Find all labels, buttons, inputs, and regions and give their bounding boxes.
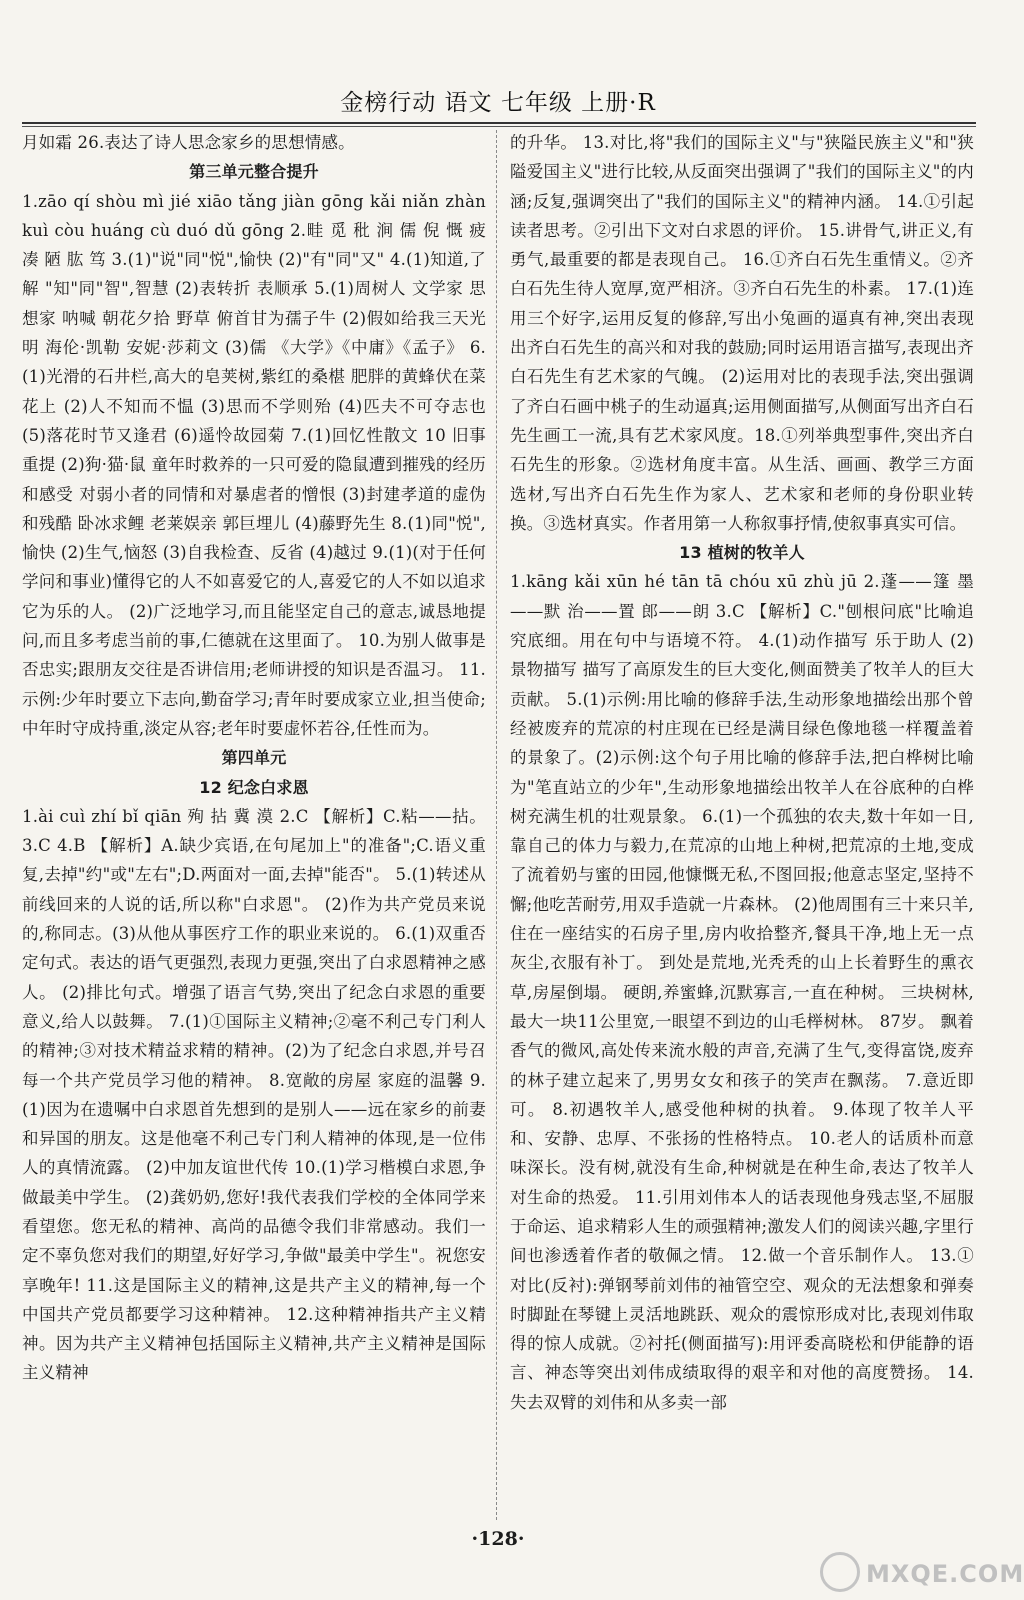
watermark-logo — [820, 1550, 1024, 1596]
answer-paragraph: 1.kāng kǎi xūn hé tān tā chóu xū zhù jū 2.蓬——篷 墨——默 治——置 郎——朗 3.C 【解析】C."刨根问底"比喻追究底细。用在句中与语境不符。 4.(1)动作描写 乐于助人 (2)景物描写 描写了高原发生的巨大变化,侧面赞美了牧羊人的巨大贡献。 5.(1)示例:用比喻的修辞手法,生动形象地描绘出那个曾经被废弃的荒凉的村庄现在已经是满目绿色像地毯一样覆盖着的景象了。(2)示例:这个句子用比喻的修辞手法,把白桦树比喻为"笔直站立的少年",生动形象地描绘出牧羊人在谷底种的白桦树充满生机的壮观景象。 6.(1)一个孤独的农夫,数十年如一日,靠自己的体力与毅力,在荒凉的山地上种树,把荒凉的土地,变成了流着奶与蜜的田园,他慷慨无私,不图回报;他意志坚定,坚持不懈;他吃苦耐劳,用双手造就一片森林。 (2)他周围有三十来只羊,住在一座结实的石房子里,房内收拾整齐,餐具干净,地上无一点灰尘,衣服有补丁。 到处是荒地,光秃秃的山上长着野生的熏衣草,房屋倒塌。 硬朗,养蜜蜂,沉默寡言,一直在种树。 三块树林,最大一块11公里宽,一眼望不到边的山毛榉树林。 87岁。 飘着香气的微风,高处传来流水般的声音,充满了生气,变得富饶,废弃的林子建立起来了,男男女女和孩子的笑声在飘荡。 7.意近即可。 8.初遇牧羊人,感受他种树的执着。 9.体现了牧羊人平和、安静、忠厚、不张扬的性格特点。 10.老人的话质朴而意味深长。没有树,就没有生命,种树就是在种生命,表达了牧羊人对生命的热爱。 11.引用刘伟本人的话表现他身残志坚,不屈服于命运、追求精彩人生的顽强精神;激发人们的阅读兴趣,字里行间也渗透着作者的敬佩之情。 12.做一个音乐制作人。 13.①对比(反衬):弹钢琴前刘伟的袖管空空、观众的无法想象和弹奏时脚趾在琴键上灵活地跳跃、观众的震惊形成对比,表现刘伟取得的惊人成就。②衬托(侧面描写):用评委高晓松和伊能静的语言、神态等突出刘伟成绩取得的艰辛和对他的高度赞扬。 14.失去双臂的刘伟和从多卖一部 — [510, 572, 974, 1412]
header-rule — [22, 122, 976, 124]
watermark-circle-icon — [820, 1552, 860, 1592]
answer-paragraph: 1.ài cuì zhí bǐ qiān 殉 拈 冀 漠 2.C 【解析】C.粘——拈。 3.C 4.B 【解析】A.缺少宾语,在句尾加上"的准备";C.语义重复,去掉"约"或"左右";D.两面对一面,去掉"能否"。 5.(1)转述从前线回来的人说的话,所以称"白求恩"。 (2)作为共产党员来说的,称同志。(3)从他从事医疗工作的职业来说的。 6.(1)双重否定句式。表达的语气更强烈,表现力更强,突出了白求恩精神之感人。 (2)排比句式。增强了语言气势,突出了纪念白求恩的重要意义,给人以鼓舞。 7.(1)①国际主义精神;②毫不利己专门利人的精神;③对技术精益求精的精神。(2)为了纪念白求恩,并号召每一个共产党员学习他的精神。 8.宽敞的房屋 家庭的温馨 9.(1)因为在遗嘱中白求恩首先想到的是别人——远在家乡的前妻和异国的朋友。这是他毫不利己专门利人精神的体现,是一位伟人的真情流露。 (2)中加友谊世代传 10.(1)学习楷模白求恩,争做最美中学生。 (2)龚奶奶,您好!我代表我们学校的全体同学来看望您。您无私的精神、高尚的品德令我们非常感动。我们一定不辜负您对我们的期望,好好学习,争做"最美中学生"。祝您安享晚年! 11.这是国际主义的精神,这是共产主义的精神,每一个中国共产党员都要学习这种精神。 12.这种精神指共产主义精神。因为共产主义精神包括国际主义精神,共产主义精神是国际主义精神 — [22, 806, 486, 1383]
section-heading: 第四单元 — [221, 748, 287, 768]
answer-paragraph: 1.zāo qí shòu mì jié xiāo tǎng jiàn gōng kǎi niǎn zhàn kuì còu huáng cù duó dǔ gōng 2.畦 觅 秕 涧 儒 倪 慨 疲 凑 陋 肱 笃 3.(1)"说"同"悦",愉快 (2)"有"同"又" 4.(1)知道,了解 "知"同"智",智慧 (2)表转折 表顺承 5.(1)周树人 文学家 思想家 呐喊 朝花夕拾 野草 俯首甘为孺子牛 (2)假如给我三天光明 海伦·凯勒 安妮·莎莉文 (3)儒 《大学》《中庸》《孟子》 6.(1)光滑的石井栏,高大的皂荚树,紫红的桑椹 肥胖的黄蜂伏在菜花上 (2)人不知而不愠 (3)思而不学则殆 (4)匹夫不可夺志也 (5)落花时节又逢君 (6)遥怜故园菊 7.(1)回忆性散文 10 旧事重提 (2)狗·猫·鼠 童年时救养的一只可爱的隐鼠遭到摧残的经历和感受 对弱小者的同情和对暴虐者的憎恨 (3)封建孝道的虚伪和残酷 卧冰求鲤 老莱娱亲 郭巨埋儿 (4)藤野先生 8.(1)同"悦",愉快 (2)生气,恼怒 (3)自我检查、反省 (4)越过 9.(1)(对于任何学问和事业)懂得它的人不如喜爱它的人,喜爱它的人不如以追求它为乐的人。 (2)广泛地学习,而且能坚定自己的意志,诚恳地提问,而且多考虑当前的事,仁德就在这里面了。 10.为别人做事是否忠实;跟朋友交往是否讲信用;老师讲授的知识是否温习。 11.示例:少年时要立下志向,勤奋学习;青年时要成家立业,担当使命;中年时守成持重,淡定从容;老年时要虚怀若谷,任性而为。 — [22, 191, 486, 738]
section-heading: 第三单元整合提升 — [189, 162, 319, 182]
page-header: 金榜行动 语文 七年级 上册·R — [340, 90, 656, 116]
answer-paragraph: 月如霜 26.表达了诗人思念家乡的思想情感。 — [22, 133, 355, 152]
section-heading: 13 植树的牧羊人 — [679, 543, 805, 563]
watermark-text: MXQE.COM — [866, 1560, 1024, 1588]
left-column — [22, 128, 486, 1520]
column-divider — [496, 130, 497, 1520]
section-heading: 12 纪念白求恩 — [199, 777, 309, 797]
answer-paragraph: 的升华。 13.对比,将"我们的国际主义"与"狭隘民族主义"和"狭隘爱国主义"进行比较,从反面突出强调了"我们的国际主义"的内涵;反复,强调突出了"我们的国际主义"的精神内涵。 14.①引起读者思考。②引出下文对白求恩的评价。 15.讲骨气,讲正义,有勇气,最重要的都是表现自己。 16.①齐白石先生重情义。②齐白石先生待人宽厚,宽严相济。③齐白石先生的朴素。 17.(1)连用三个好字,运用反复的修辞,写出小兔画的逼真有神,突出表现出齐白石先生的高兴和对我的鼓励;同时运用语言描写,表现出齐白石先生有艺术家的气魄。 (2)运用对比的表现手法,突出强调了齐白石画中桃子的生动逼真;运用侧面描写,从侧面写出齐白石先生画工一流,具有艺术家风度。18.①列举典型事件,突出齐白石先生的形象。②选材角度丰富。从生活、画画、教学三方面选材,写出齐白石先生作为家人、艺术家和老师的身份职业转换。③选材真实。作者用第一人称叙事抒情,使叙事真实可信。 — [510, 133, 974, 533]
header-rule-thin — [22, 126, 976, 127]
right-column — [510, 128, 974, 1520]
page-number: ·128· — [471, 1528, 525, 1550]
